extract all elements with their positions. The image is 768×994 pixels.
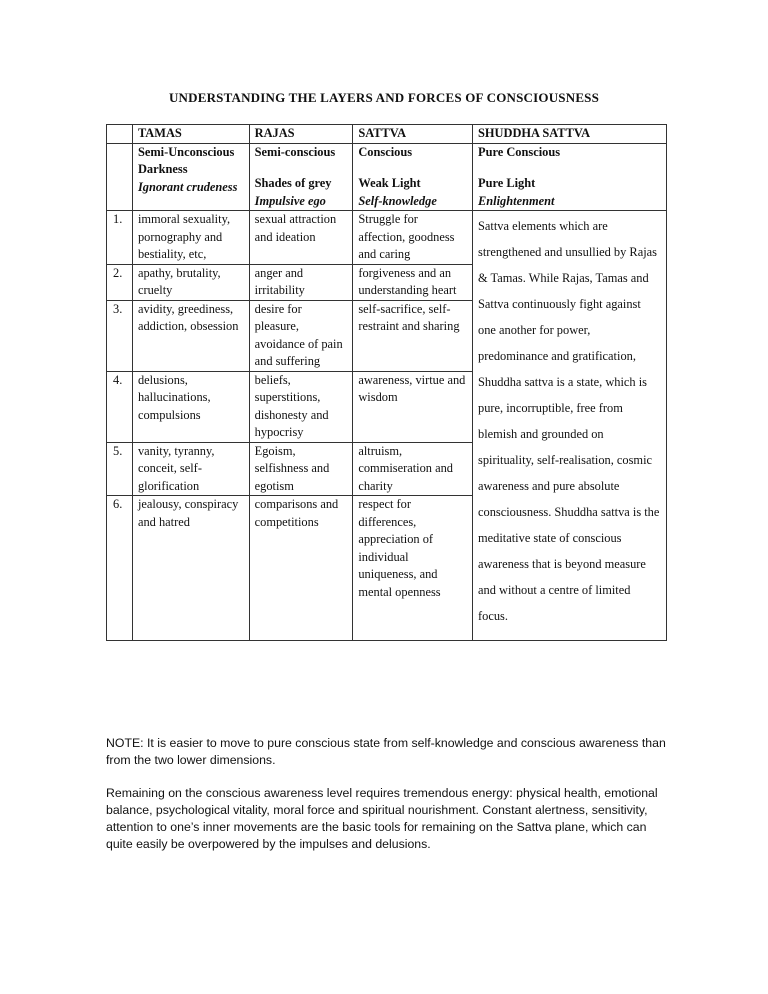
row-number: 1. <box>107 211 133 265</box>
sattva-cell: awareness, virtue and wisdom <box>353 371 473 442</box>
sattva-cell: altruism, commiseration and charity <box>353 442 473 496</box>
shuddha-state: Pure Conscious <box>478 144 561 159</box>
tamas-state: Semi-Unconscious <box>137 144 235 159</box>
tamas-description <box>132 143 249 211</box>
rajas-cell: comparisons and competitions <box>249 496 353 641</box>
description-row <box>107 143 667 211</box>
sattva-quality: Self-knowledge <box>358 193 437 208</box>
rajas-cell: beliefs, superstitions, dishonesty and hypocrisy <box>249 371 353 442</box>
tamas-light: Darkness <box>137 162 188 176</box>
sattva-cell: self-sacrifice, self-restraint and sharing <box>353 300 473 371</box>
header-row <box>107 125 667 144</box>
row-number: 3. <box>107 300 133 371</box>
sattva-cell: Struggle for affection, goodness and caring <box>353 211 473 265</box>
row-number: 6. <box>107 496 133 641</box>
tamas-cell: delusions, hallucinations, compulsions <box>132 371 249 442</box>
body-paragraph: Remaining on the conscious awareness level requires tremendous energy: physical health, emotional balance, psychological vitality, moral force and spiritual nourishment. Constant alertness, sensitivity, attention to one’s inner movements are the basic tools for remaining on the Sattva plane, which can quite easily be overpowered by the impulses and delusions. <box>106 786 658 851</box>
header-shuddha-sattva: SHUDDHA SATTVA <box>473 125 667 144</box>
shuddha-quality: Enlightenment <box>478 193 555 208</box>
tamas-cell: jealousy, conspiracy and hatred <box>132 496 249 641</box>
sattva-cell: forgiveness and an understanding heart <box>353 264 473 300</box>
sattva-light: Weak Light <box>358 176 421 190</box>
sattva-description <box>353 143 473 211</box>
corner-cell <box>107 125 133 144</box>
sattva-state: Conscious <box>358 144 413 159</box>
rajas-cell: sexual attraction and ideation <box>249 211 353 265</box>
consciousness-table <box>106 124 667 641</box>
rajas-description <box>249 143 353 211</box>
tamas-cell: apathy, brutality, cruelty <box>132 264 249 300</box>
shuddha-light: Pure Light <box>478 176 536 190</box>
note-paragraph: NOTE: It is easier to move to pure conscious state from self-knowledge and conscious awareness than from the two lower dimensions. <box>106 736 666 767</box>
tamas-cell: vanity, tyranny, conceit, self-glorification <box>132 442 249 496</box>
rajas-state: Semi-conscious <box>254 144 336 159</box>
table-row <box>107 211 667 265</box>
rajas-cell: Egoism, selfishness and egotism <box>249 442 353 496</box>
rajas-cell: anger and irritability <box>249 264 353 300</box>
page-title: UNDERSTANDING THE LAYERS AND FORCES OF CONSCIOUSNESS <box>168 90 600 105</box>
rajas-cell: desire for pleasure, avoidance of pain and suffering <box>249 300 353 371</box>
header-sattva: SATTVA <box>353 125 473 144</box>
shuddha-description <box>473 143 667 211</box>
row-number: 4. <box>107 371 133 442</box>
shuddha-sattva-cell: Sattva elements which are strengthened and unsullied by Rajas & Tamas. While Rajas, Tamas and Sattva continuously fight against one another for power, predominance and gratification, Shuddha sattva is a state, which is pure, incorruptible, free from blemish and grounded on spirituality, self-realisation, cosmic awareness and pure absolute consciousness. Shuddha sattva is the meditative state of conscious awareness that is beyond measure and without a centre of limited focus. <box>473 211 667 641</box>
tamas-cell: avidity, greediness, addiction, obsession <box>132 300 249 371</box>
header-rajas: RAJAS <box>249 125 353 144</box>
rajas-quality: Impulsive ego <box>254 193 326 208</box>
sattva-cell: respect for differences, appreciation of individual uniqueness, and mental openness <box>353 496 473 641</box>
rajas-light: Shades of grey <box>254 176 332 190</box>
empty-cell <box>107 143 133 211</box>
row-number: 2. <box>107 264 133 300</box>
row-number: 5. <box>107 442 133 496</box>
tamas-cell: immoral sexuality, pornography and bestiality, etc, <box>132 211 249 265</box>
tamas-quality: Ignorant crudeness <box>137 179 238 194</box>
header-tamas: TAMAS <box>132 125 249 144</box>
